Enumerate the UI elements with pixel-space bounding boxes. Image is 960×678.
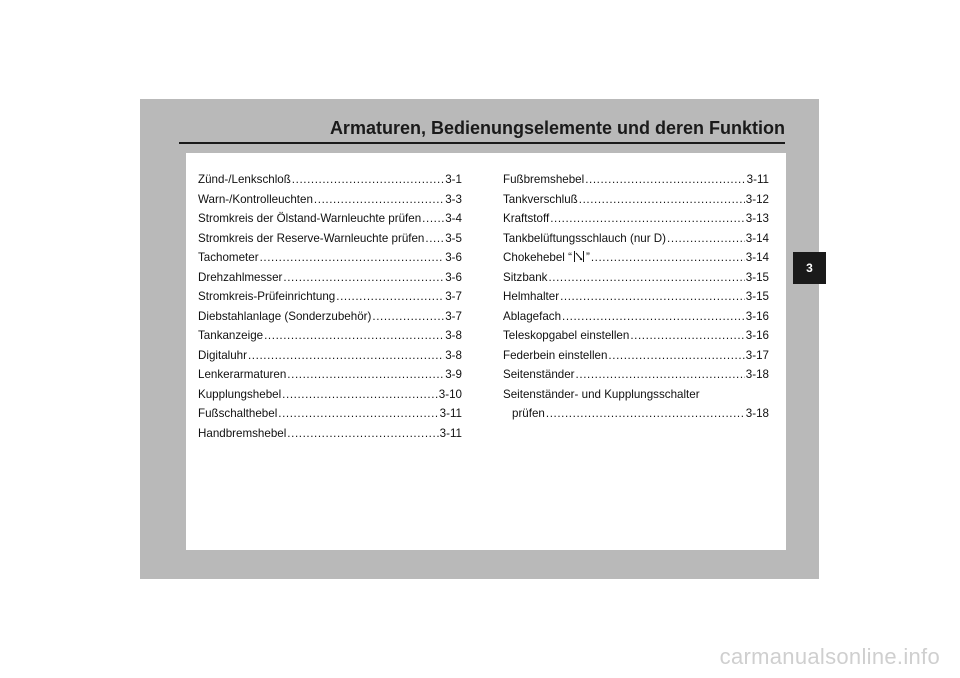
toc-entry-label: Teleskopgabel einstellen (503, 329, 630, 342)
toc-leader-dots (560, 287, 745, 307)
toc-entry[interactable] (198, 229, 462, 249)
toc-entry-label: Stromkreis-Prüfeinrichtung (198, 290, 336, 303)
toc-entry[interactable] (503, 190, 769, 210)
toc-leader-dots (282, 385, 438, 405)
toc-entry-label: Seitenständer- und Kupplungsschalter (503, 387, 700, 401)
toc-entry-page: 3-11 (746, 173, 769, 186)
toc-leader-dots (562, 307, 745, 327)
toc-entry-label: Sitzbank (503, 270, 548, 284)
toc-leader-dots (548, 268, 744, 288)
toc-leader-dots (608, 346, 744, 366)
toc-entry-label: Zünd-/Lenkschloß (198, 173, 291, 186)
toc-leader-dots (585, 170, 745, 190)
toc-entry[interactable] (198, 385, 462, 405)
toc-entry[interactable] (198, 209, 462, 229)
toc-right-column (503, 170, 769, 424)
toc-leader-dots (425, 229, 444, 249)
toc-entry-label: Handbremshebel (198, 426, 287, 440)
toc-entry[interactable] (503, 365, 769, 385)
toc-leader-dots (372, 307, 444, 327)
toc-entry[interactable] (198, 424, 462, 444)
toc-entry[interactable] (198, 287, 462, 307)
toc-entry[interactable] (503, 229, 769, 249)
toc-leader-dots (278, 404, 438, 424)
toc-entry[interactable] (198, 307, 462, 327)
toc-entry-label: Lenkerarmaturen (198, 368, 287, 381)
toc-entry[interactable] (198, 170, 462, 190)
toc-entry-page: 3-13 (745, 212, 769, 225)
toc-entry-label: Ablagefach (503, 309, 562, 323)
toc-leader-dots (422, 209, 444, 229)
toc-leader-dots (287, 424, 438, 444)
toc-left-column (198, 170, 462, 443)
toc-entry-page: 3-15 (745, 270, 769, 284)
toc-leader-dots (579, 190, 745, 210)
toc-entry-page: 3-17 (745, 348, 769, 362)
toc-entry[interactable] (503, 268, 769, 288)
toc-entry-label: Tankanzeige (198, 329, 264, 342)
toc-entry[interactable] (198, 190, 462, 210)
toc-entry-page: 3-7 (445, 309, 462, 323)
toc-entry[interactable] (503, 385, 769, 424)
toc-leader-dots (550, 209, 745, 229)
toc-entry-page: 3-11 (439, 407, 462, 420)
toc-entry-label: Diebstahlanlage (Sonderzubehör) (198, 309, 372, 323)
choke-label-prefix: Chokehebel “ (503, 251, 572, 264)
toc-leader-dots (260, 248, 445, 268)
toc-entry-page: 3-3 (445, 192, 462, 206)
toc-entry-label: Stromkreis der Ölstand-Warnleuchte prüfen (198, 212, 422, 225)
toc-leader-dots (314, 190, 444, 210)
toc-entry-page: 3-18 (745, 407, 769, 420)
toc-entry[interactable] (198, 365, 462, 385)
toc-entry[interactable] (503, 170, 769, 190)
toc-leader-dots (292, 170, 444, 190)
toc-entry[interactable] (198, 268, 462, 288)
watermark: carmanualsonline.info (719, 644, 940, 669)
toc-entry-label: Fußschalthebel (198, 407, 278, 420)
title-underline (179, 142, 785, 144)
toc-entry-page: 3-10 (438, 387, 462, 401)
toc-entry-page: 3-5 (445, 231, 462, 245)
toc-entry[interactable] (503, 326, 769, 346)
toc-entry-continuation (503, 404, 769, 424)
toc-entry-label: Drehzahlmesser (198, 270, 283, 284)
toc-entry-page: 3-9 (445, 368, 462, 381)
toc-leader-dots (336, 287, 444, 307)
toc-entry-label: Tankverschluß (503, 192, 578, 206)
toc-entry-label: Stromkreis der Reserve-Warnleuchte prüfen (198, 231, 425, 245)
toc-entry-page: 3-12 (745, 192, 769, 206)
toc-entry-label: Federbein einstellen (503, 348, 608, 362)
chapter-tab: 3 (793, 252, 826, 284)
toc-entry-page: 3-4 (445, 212, 462, 225)
toc-leader-dots (248, 346, 444, 366)
toc-entry-page: 3-8 (445, 329, 462, 342)
toc-entry-label: Seitenständer (503, 368, 575, 381)
toc-entry-label: Tankbelüftungsschlauch (nur D) (503, 231, 667, 245)
toc-entry[interactable] (198, 346, 462, 366)
toc-entry-page: 3-16 (745, 329, 769, 342)
toc-entry-label: Warn-/Kontrolleuchten (198, 192, 313, 206)
toc-leader-dots (283, 268, 444, 288)
toc-entry[interactable] (198, 326, 462, 346)
toc-entry[interactable] (503, 307, 769, 327)
toc-entry-label: Helmhalter (503, 290, 560, 303)
toc-entry-page: 3-6 (445, 251, 462, 264)
toc-entry[interactable] (503, 209, 769, 229)
toc-entry[interactable] (198, 404, 462, 424)
toc-leader-dots (667, 229, 745, 249)
toc-entry-page: 3-6 (445, 270, 462, 284)
toc-entry[interactable] (503, 248, 769, 268)
toc-entry[interactable] (503, 346, 769, 366)
page-title: Armaturen, Bedienungselemente und deren Funktion (329, 118, 785, 138)
toc-entry-page: 3-18 (745, 368, 769, 381)
toc-entry-label: Kraftstoff (503, 212, 550, 225)
toc-entry-page: 3-7 (445, 290, 462, 303)
toc-entry-page: 3-14 (745, 231, 769, 245)
toc-entry-label (503, 248, 590, 268)
toc-entry-label: Kupplungshebel (198, 387, 282, 401)
toc-leader-dots (630, 326, 744, 346)
toc-entry[interactable] (503, 287, 769, 307)
toc-leader-dots (264, 326, 444, 346)
toc-entry-page: 3-1 (445, 173, 462, 186)
toc-leader-dots (546, 404, 745, 424)
choke-label-suffix: ” (585, 251, 590, 264)
toc-entry[interactable] (198, 248, 462, 268)
toc-leader-dots (591, 248, 745, 268)
choke-icon (574, 251, 584, 262)
toc-entry-page: 3-14 (745, 251, 769, 264)
toc-entry-label: Digitaluhr (198, 348, 247, 362)
toc-entry-label-cont: prüfen (512, 407, 545, 420)
toc-entry-page: 3-11 (439, 426, 462, 440)
toc-leader-dots (287, 365, 444, 385)
toc-entry-label: Tachometer (198, 251, 259, 264)
toc-entry-label: Fußbremshebel (503, 173, 585, 186)
toc-entry-page: 3-8 (445, 348, 462, 362)
toc-entry-page: 3-16 (745, 309, 769, 323)
toc-leader-dots (576, 365, 745, 385)
toc-entry-page: 3-15 (745, 290, 769, 303)
